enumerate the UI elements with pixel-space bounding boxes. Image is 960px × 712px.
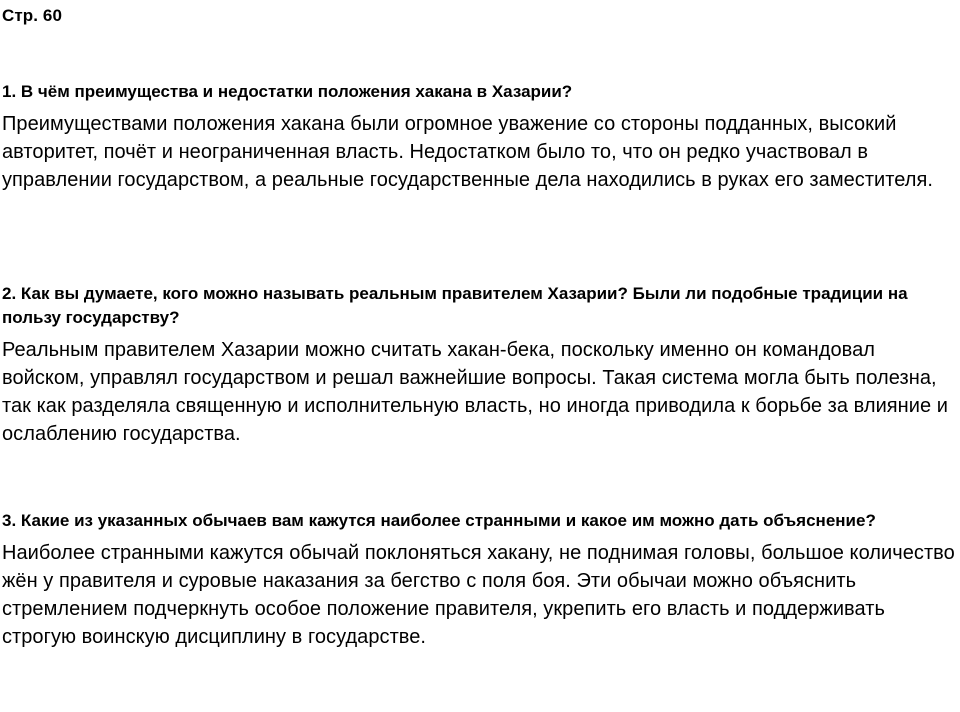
question-1: 1. В чём преимущества и недостатки положения хакана в Хазарии? xyxy=(2,82,573,101)
question-3: 3. Какие из указанных обычаев вам кажутся наиболее странными и какое им можно дать объяснение? xyxy=(2,511,876,530)
answer-1: Преимуществами положения хакана были огромное уважение со стороны подданных, высокий авторитет, почёт и неограниченная власть. Недостатком было то, что он редко участвовал в управлении государством, а реальные государственные дела находились в руках его заместителя. xyxy=(2,113,933,191)
qa-block-2 xyxy=(2,282,958,448)
page-title: Стр. 60 xyxy=(2,6,63,25)
answer-2: Реальным правителем Хазарии можно считать хакан-бека, поскольку именно он командовал войском, управлял государством и решал важнейшие вопросы. Такая система могла быть полезна, так как разделяла священную и исполнительную власть, но иногда приводила к борьбе за влияние и ослаблению государства. xyxy=(2,339,948,445)
question-2: 2. Как вы думаете, кого можно называть реальным правителем Хазарии? Были ли подобные традиции на пользу государству? xyxy=(2,284,908,327)
qa-block-3 xyxy=(2,509,958,651)
answer-3: Наиболее странными кажутся обычай поклоняться хакану, не поднимая головы, большое количество жён у правителя и суровые наказания за бегство с поля боя. Эти обычаи можно объяснить стремлением подчеркнуть особое положение правителя, укрепить его власть и поддерживать строгую воинскую дисциплину в государстве. xyxy=(2,542,955,648)
qa-block-1 xyxy=(2,80,958,194)
